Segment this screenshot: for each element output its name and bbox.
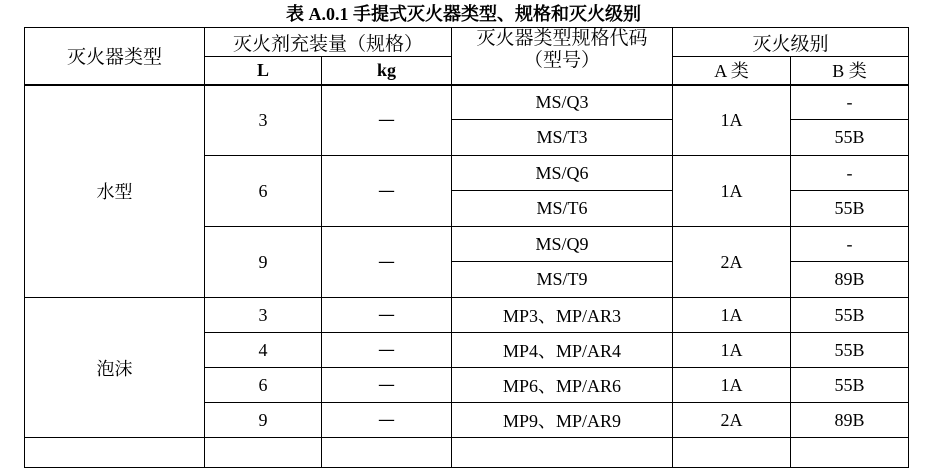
table-cell-l: 3 bbox=[205, 85, 322, 156]
header-class-a: A 类 bbox=[673, 57, 791, 85]
table-cell-model: MS/Q9 bbox=[452, 227, 673, 262]
table-cell-class-b: 55B bbox=[791, 333, 909, 368]
table-cell-model: MS/T3 bbox=[452, 120, 673, 156]
table-cell-class-a: 1A bbox=[673, 85, 791, 156]
table-cell-model: MP9、MP/AR9 bbox=[452, 403, 673, 438]
table-cell-class-b: 89B bbox=[791, 403, 909, 438]
table-cell-class-b: 55B bbox=[791, 298, 909, 333]
header-unit-l: L bbox=[205, 57, 322, 85]
table-cell-kg: — bbox=[322, 85, 452, 156]
table-cell-model: MP6、MP/AR6 bbox=[452, 368, 673, 403]
table-cell-class-b: - bbox=[791, 227, 909, 262]
table-cell-class-a: 2A bbox=[673, 403, 791, 438]
header-class-b: B 类 bbox=[791, 57, 909, 85]
table-cell-class-b: 55B bbox=[791, 368, 909, 403]
header-type: 灭火器类型 bbox=[25, 28, 205, 85]
table-cell-kg: — bbox=[322, 298, 452, 333]
table-cell-l: 4 bbox=[205, 333, 322, 368]
table-cell-l: 9 bbox=[205, 227, 322, 298]
table-cell-class-b: 55B bbox=[791, 120, 909, 156]
table-cell-empty bbox=[791, 438, 909, 468]
table-cell-kg: — bbox=[322, 227, 452, 298]
table-cell-empty bbox=[322, 438, 452, 468]
table-cell-class-b: - bbox=[791, 156, 909, 191]
header-code-line1: 灭火器类型规格代码 bbox=[476, 28, 648, 49]
table-cell-class-a: 1A bbox=[673, 156, 791, 227]
table-cell-class-b: 89B bbox=[791, 262, 909, 298]
table-cell-l: 6 bbox=[205, 368, 322, 403]
header-code bbox=[452, 28, 673, 85]
table-cell-model: MS/Q3 bbox=[452, 85, 673, 120]
table-cell-model: MP4、MP/AR4 bbox=[452, 333, 673, 368]
table-cell-empty bbox=[452, 438, 673, 468]
table-cell-model: MS/T9 bbox=[452, 262, 673, 298]
group-type-water: 水型 bbox=[25, 85, 205, 298]
header-code-line2: （型号） bbox=[524, 50, 601, 71]
table-cell-class-b: 55B bbox=[791, 191, 909, 227]
table-cell-empty bbox=[673, 438, 791, 468]
header-charge: 灭火剂充装量（规格） bbox=[205, 28, 452, 57]
table-cell-l: 3 bbox=[205, 298, 322, 333]
table-cell-model: MS/T6 bbox=[452, 191, 673, 227]
group-type-foam: 泡沫 bbox=[25, 298, 205, 438]
table-cell-empty bbox=[25, 438, 205, 468]
header-rating: 灭火级别 bbox=[673, 28, 909, 57]
header-unit-kg: kg bbox=[322, 57, 452, 85]
extinguisher-table bbox=[24, 27, 909, 468]
table-cell-l: 9 bbox=[205, 403, 322, 438]
table-cell-kg: — bbox=[322, 333, 452, 368]
table-cell-l: 6 bbox=[205, 156, 322, 227]
table-cell-model: MS/Q6 bbox=[452, 156, 673, 191]
table-cell-class-b: - bbox=[791, 85, 909, 120]
table-cell-kg: — bbox=[322, 156, 452, 227]
table-cell-empty bbox=[205, 438, 322, 468]
table-cell-class-a: 1A bbox=[673, 368, 791, 403]
table-cell-class-a: 2A bbox=[673, 227, 791, 298]
table-title: 表 A.0.1 手提式灭火器类型、规格和灭火级别 bbox=[286, 4, 641, 24]
table-cell-model: MP3、MP/AR3 bbox=[452, 298, 673, 333]
table-cell-kg: — bbox=[322, 368, 452, 403]
table-cell-kg: — bbox=[322, 403, 452, 438]
table-cell-class-a: 1A bbox=[673, 333, 791, 368]
table-cell-class-a: 1A bbox=[673, 298, 791, 333]
